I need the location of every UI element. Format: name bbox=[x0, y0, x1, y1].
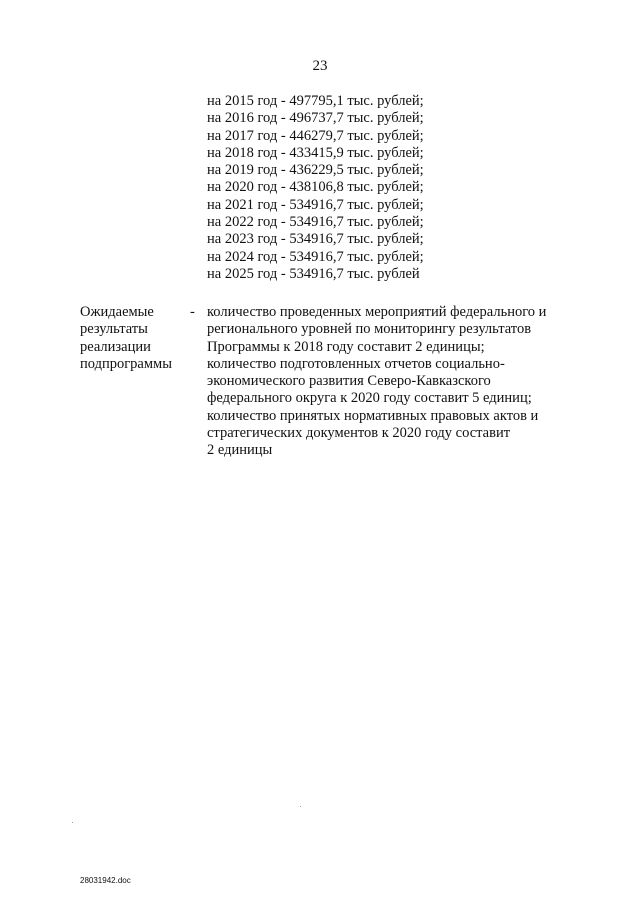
results-text bbox=[207, 304, 587, 460]
results-text-line: количество проведенных мероприятий федерального и bbox=[207, 304, 547, 320]
scan-speck bbox=[72, 822, 73, 823]
funding-line: на 2015 год - 497795,1 тыс. рублей; bbox=[207, 93, 424, 109]
funding-line: на 2023 год - 534916,7 тыс. рублей; bbox=[207, 231, 424, 248]
results-label bbox=[80, 304, 190, 373]
results-label-line: Ожидаемые bbox=[80, 304, 154, 320]
results-text-line: Программы к 2018 году составит 2 единицы; bbox=[207, 338, 485, 355]
funding-line: на 2020 год - 438106,8 тыс. рублей; bbox=[207, 179, 424, 196]
funding-line: на 2025 год - 534916,7 тыс. рублей bbox=[207, 265, 420, 282]
funding-line: на 2019 год - 436229,5 тыс. рублей; bbox=[207, 162, 424, 179]
results-text-line: экономического развития Северо-Кавказского bbox=[207, 373, 491, 390]
results-text-line: 2 единицы bbox=[207, 442, 273, 459]
scan-speck bbox=[300, 806, 301, 807]
results-label-line: подпрограммы bbox=[80, 355, 172, 372]
results-label-line: результаты bbox=[80, 321, 148, 338]
results-dash: - bbox=[190, 304, 195, 320]
footer-filename: 28031942.doc bbox=[80, 876, 131, 885]
funding-line: на 2018 год - 433415,9 тыс. рублей; bbox=[207, 144, 424, 161]
page-number: 23 bbox=[312, 58, 328, 74]
results-text-line: регионального уровней по мониторингу результатов bbox=[207, 321, 532, 338]
results-text-line: федерального округа к 2020 году составит 5 единиц; bbox=[207, 390, 532, 407]
funding-line: на 2022 год - 534916,7 тыс. рублей; bbox=[207, 214, 424, 231]
funding-line: на 2017 год - 446279,7 тыс. рублей; bbox=[207, 127, 424, 144]
funding-line: на 2021 год - 534916,7 тыс. рублей; bbox=[207, 196, 424, 213]
funding-line: на 2016 год - 496737,7 тыс. рублей; bbox=[207, 110, 424, 127]
results-text-line: количество принятых нормативных правовых актов и bbox=[207, 407, 539, 424]
results-text-line: количество подготовленных отчетов социально- bbox=[207, 355, 505, 372]
funding-list bbox=[207, 93, 424, 283]
results-label-line: реализации bbox=[80, 338, 151, 355]
results-text-line: стратегических документов к 2020 году составит bbox=[207, 425, 511, 442]
funding-line: на 2024 год - 534916,7 тыс. рублей; bbox=[207, 248, 424, 265]
